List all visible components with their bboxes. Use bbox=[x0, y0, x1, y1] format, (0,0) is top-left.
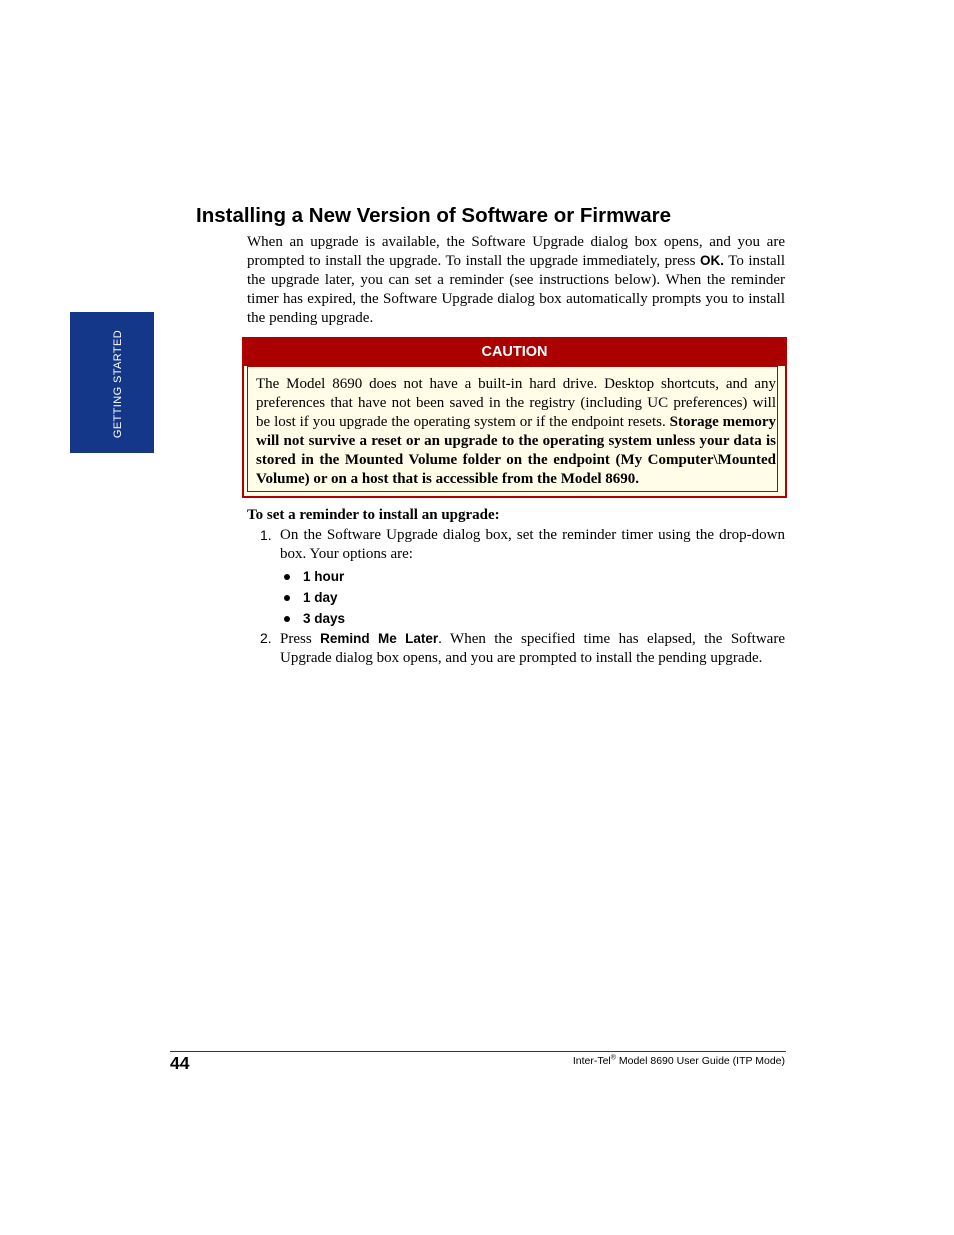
step-2-number: 2. bbox=[260, 630, 272, 646]
caution-text-plain: The Model 8690 does not have a built-in hard drive. Desktop shortcuts, and any preferences that have not been saved in the registry (including UC preferences) will be lost if you upgrade the operating system or if the endpoint resets. bbox=[256, 376, 776, 430]
step-2-rest: . When the specified time has elapsed, the Software Upgrade dialog box opens, and you are prompted to install the pending upgrade. bbox=[280, 631, 785, 666]
option-label: 1 day bbox=[303, 590, 338, 605]
step-2 bbox=[260, 629, 785, 668]
footer-divider bbox=[170, 1051, 786, 1052]
caution-header: CAUTION bbox=[244, 339, 785, 366]
bullet-icon bbox=[284, 574, 290, 580]
bullet-icon bbox=[284, 595, 290, 601]
step-2-press: Press bbox=[280, 631, 321, 647]
caution-body bbox=[247, 366, 778, 492]
footer-guide-title bbox=[573, 1054, 785, 1068]
reminder-procedure-heading: To set a reminder to install an upgrade: bbox=[247, 507, 500, 523]
ok-key-label: OK. bbox=[699, 252, 724, 268]
list-item bbox=[280, 587, 345, 608]
footer-guide-name: Model 8690 User Guide (ITP Mode) bbox=[615, 1055, 785, 1067]
list-item bbox=[280, 608, 345, 629]
option-label: 3 days bbox=[303, 611, 346, 626]
caution-text bbox=[256, 375, 776, 488]
section-heading: Installing a New Version of Software or Firmware bbox=[196, 204, 672, 227]
step-1 bbox=[260, 526, 785, 564]
caution-box bbox=[242, 337, 787, 498]
registered-mark: ® bbox=[610, 1054, 616, 1062]
step-1-number: 1. bbox=[260, 527, 272, 543]
timer-options-list bbox=[280, 566, 345, 629]
page-number: 44 bbox=[170, 1053, 190, 1073]
intro-paragraph bbox=[247, 233, 785, 328]
step-1-text: On the Software Upgrade dialog box, set the reminder timer using the drop-down box. Your options are: bbox=[280, 527, 785, 562]
list-item bbox=[280, 566, 345, 587]
option-label: 1 hour bbox=[303, 569, 345, 584]
footer-brand: Inter-Tel bbox=[572, 1055, 611, 1067]
step-2-text bbox=[280, 629, 785, 668]
remind-me-later-label: Remind Me Later bbox=[320, 631, 439, 646]
intro-text-start: When an upgrade is available, the Software Upgrade dialog box opens, and you are prompted to install the upgrade. To install the upgrade immediately, press bbox=[247, 234, 785, 269]
intro-text-end: To install the upgrade later, you can set a reminder (see instructions below). When the reminder timer has expired, the Software Upgrade dialog box automatically prompts you to install the pending upgrade. bbox=[247, 252, 785, 326]
caution-text-bold: Storage memory will not survive a reset or an upgrade to the operating system unless your data is stored in the Mounted Volume folder on the endpoint (My Computer\Mounted Volume) or on a host that is accessible from the Model 8690. bbox=[256, 413, 776, 487]
side-tab-label: GETTING STARTED bbox=[112, 329, 124, 439]
bullet-icon bbox=[284, 616, 290, 622]
